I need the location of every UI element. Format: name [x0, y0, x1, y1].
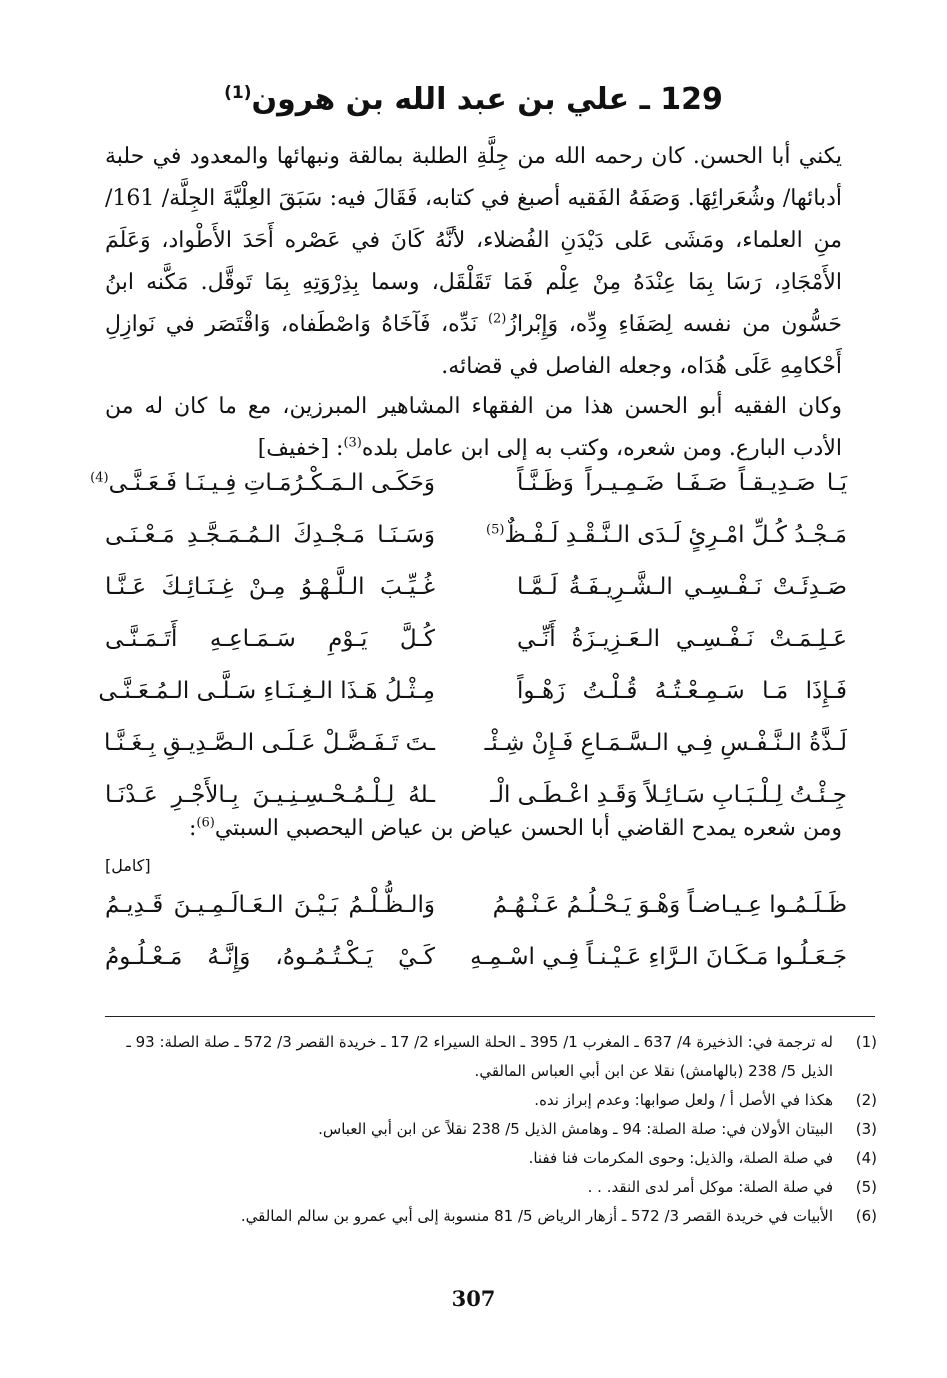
verse-line: [105, 892, 847, 944]
verse-line: [105, 944, 847, 996]
second-hemistich: وَحَكَـى الـمَـكْـرُمَـاتِ فِـيـنَـا فَـعَـنَّـى$^{(4)}$: [90, 470, 435, 496]
heading-note-ref: (1): [224, 83, 252, 103]
second-hemistich: غُـيِّـبَ الـلَّـهْـوُ مِـنْ غِـنَـائِـكَ عَـنَّـا: [105, 574, 435, 600]
entry-heading: [100, 82, 847, 117]
paragraph-text: ومن شعره يمدح القاضي أبا الحسن عياض بن عياض اليحصبي السبتي: [214, 816, 842, 841]
footnotes: [105, 1028, 877, 1231]
note-ref: (2): [487, 311, 507, 327]
verse-line: [105, 574, 847, 626]
footnote-text: البيتان الأولان في: صلة الصلة: 94 ـ وهامش الذيل 5/ 238 نقلاً عن ابن أبي العباس.: [318, 1120, 833, 1138]
paragraph-text: : [خفيف]: [257, 436, 344, 461]
second-hemistich: وَالـظُّـلْـمُ بَـيْـنَ الـعَـالَـمِـيـنَ قَـدِيـمُ: [105, 892, 435, 918]
footnote: [105, 1202, 877, 1231]
paragraph-text: :: [188, 816, 197, 841]
heading-dash: ـ: [639, 82, 650, 117]
footnote-number: (1): [855, 1033, 877, 1051]
footnote-text: في صلة الصلة: موكل أمر لدى النقد. . .: [587, 1178, 833, 1196]
note-ref: (6): [196, 815, 215, 831]
paragraph-text: نَدِّه، فَآخَاهُ وَاصْطَفاه، وَاقْتَصَر في نَوازِلِ أَحْكامِهِ عَلَى هُدَاه، وجعله الفاصل في قضائه.: [105, 312, 842, 379]
poem-kamil: [105, 892, 847, 996]
first-hemistich: جَـعَـلُـوا مَـكَـانَ الـرَّاءِ عَـيْـنـاً فِـي اسْـمِـهِ: [470, 944, 847, 970]
footnote-number: (4): [855, 1149, 877, 1167]
page-number: 307: [451, 1286, 496, 1311]
second-hemistich: ـتَ تَـفَـضَّـلْ عَـلَـى الـصَّـدِيـقِ بِـغَـنَّـا: [103, 730, 435, 756]
paragraph-text: يكني أبا الحسن. كان رحمه الله من جِلَّةِ الطلبة بمالقة ونبهائها والمعدود في حلبة أدبائها/ وشُعَرائِهَا. وَصَفَهُ الفَقيه أصبغ في كتابه، فَقَالَ فيه: سَبَقَ العِلْيَّةَ الجِلَّة/ 161/ منِ العلماء، ومَشَى عَلى دَيْدَنِ الفُضلاء، لأنَّهُ كَانَ في عَصْره أَحَدَ الأَطْواد، وَعَلَمَ الأَمْجَادِ، رَسَا بِمَا عِنْدَهُ مِنْ عِلْم فَمَا تَقَلْقَل، وسما بِذِرْوَتِهِ بِمَا تَوقَّل. مَكَّنه ابنُ حَسُّون من نفسه لِصَفَاءِ وِدِّه، وَإِبْرازُ: [105, 144, 842, 337]
first-hemistich: يَـا صَـدِيـقـاً صَـفَـا ضَـمِـيـراً وَظَـنَّـاً: [517, 470, 847, 496]
poetry-intro-paragraph: [105, 386, 842, 470]
footnote: [105, 1115, 877, 1144]
first-hemistich: لَـذَّةُ الـنَّـفْـسِ فِـي الـسَّـمَـاعِ فَـإِنْ شِـئْـ: [484, 730, 847, 756]
second-hemistich: مِـثْـلُ هَـذَا الـغِـنَـاءِ سَـلَّـى الـمُـعَـنَّـى: [98, 678, 435, 704]
verse-line: [98, 678, 847, 730]
footnote: [105, 1173, 877, 1202]
verse-line: [105, 730, 847, 782]
second-hemistich: كُـلَّ يَـوْمِ سَـمَـاعِـهِ أَتَـمَـنَّـى: [105, 626, 435, 652]
paragraph-text: وكان الفقيه أبو الحسن هذا من الفقهاء المشاهير المبرزين، مع ما كان له من الأدب البارع. ومن شعره، وكتب به إلى ابن عامل بلده: [105, 394, 842, 461]
poem-khafif: [90, 470, 847, 834]
second-hemistich: وَسَـنَـا مَـجْـدِكَ الـمُـمَـجَّـدِ مَـعْـنَـى: [105, 522, 435, 548]
footnote: [105, 1028, 877, 1086]
entry-number: 129: [660, 82, 723, 117]
footnote: [105, 1086, 877, 1115]
footnote-number: (3): [855, 1120, 877, 1138]
footnote: [105, 1144, 877, 1173]
first-hemistich: عَـلِـمَـتْ نَـفْـسِـي الـعَـزِيـزَةُ أَنِّـي: [517, 626, 847, 652]
footnote-text: الأبيات في خريدة القصر 3/ 572 ـ أزهار الرياض 5/ 81 منسوبة إلى أبي عمرو بن سالم المالقي.: [240, 1207, 833, 1225]
footnote-divider: [105, 1016, 875, 1017]
second-hemistich: ـلهُ لِـلْـمُـحْـسِـنِـيـنَ بِـالأَجْـرِ عَـدْنَـا: [105, 782, 435, 808]
biography-paragraph: [105, 136, 842, 388]
verse-line: [105, 522, 847, 574]
verse-line: [105, 626, 847, 678]
note-ref: (3): [343, 435, 362, 451]
footnote-number: (2): [855, 1091, 877, 1109]
meter-label: [كامل]: [105, 856, 151, 875]
footnote-number: (5): [855, 1178, 877, 1196]
first-hemistich: فَـإِذَا مَـا سَـمِـعْـتُـهُ قُـلْـتُ زَهْـواً: [517, 678, 847, 704]
entry-name: علي بن عبد الله بن هرون: [251, 82, 630, 117]
second-poem-intro: [105, 808, 842, 850]
footnote-number: (6): [855, 1207, 877, 1225]
first-hemistich: صَـدِئَـتْ نَـفْـسِـي الـشَّـرِيـفَـةُ لَـمَّـا: [517, 574, 847, 600]
second-hemistich: كَـيْ يَـكْـتُـمُـوهُ، وَإِنَّـهُ مَـعْـلُـومُ: [105, 944, 435, 970]
footnote-text: هكذا في الأصل أ / ولعل صوابها: وعدم إبراز نده.: [534, 1091, 833, 1109]
first-hemistich: ظَـلَـمُـوا عِـيـاضـاً وَهْـوَ يَـحْـلُـمُ عَـنْـهُـمُ: [492, 892, 847, 918]
footnote-text: في صلة الصلة، والذيل: وحوى المكرمات فنا ففنا.: [528, 1149, 833, 1167]
first-hemistich: مَـجْـدُ كُـلِّ امْـرِئٍ لَـدَى الـنَّـقْـدِ لَـفْـظٌ$^{(5)}$: [486, 522, 847, 548]
verse-line: [90, 470, 847, 522]
footnote-text: له ترجمة في: الذخيرة 4/ 637 ـ المغرب 1/ 395 ـ الحلة السيراء 2/ 17 ـ خريدة القصر 3/ 572 ـ صلة الصلة: 93 ـ الذيل 5/ 238 (بالهامش) نقلا عن ابن أبي العباس المالقي.: [126, 1033, 833, 1080]
first-hemistich: جِـئْـتُ لِـلْـبَـابِ سَـائِـلاً وَقَـدِ اعْـطَـى الْـ: [490, 782, 847, 808]
